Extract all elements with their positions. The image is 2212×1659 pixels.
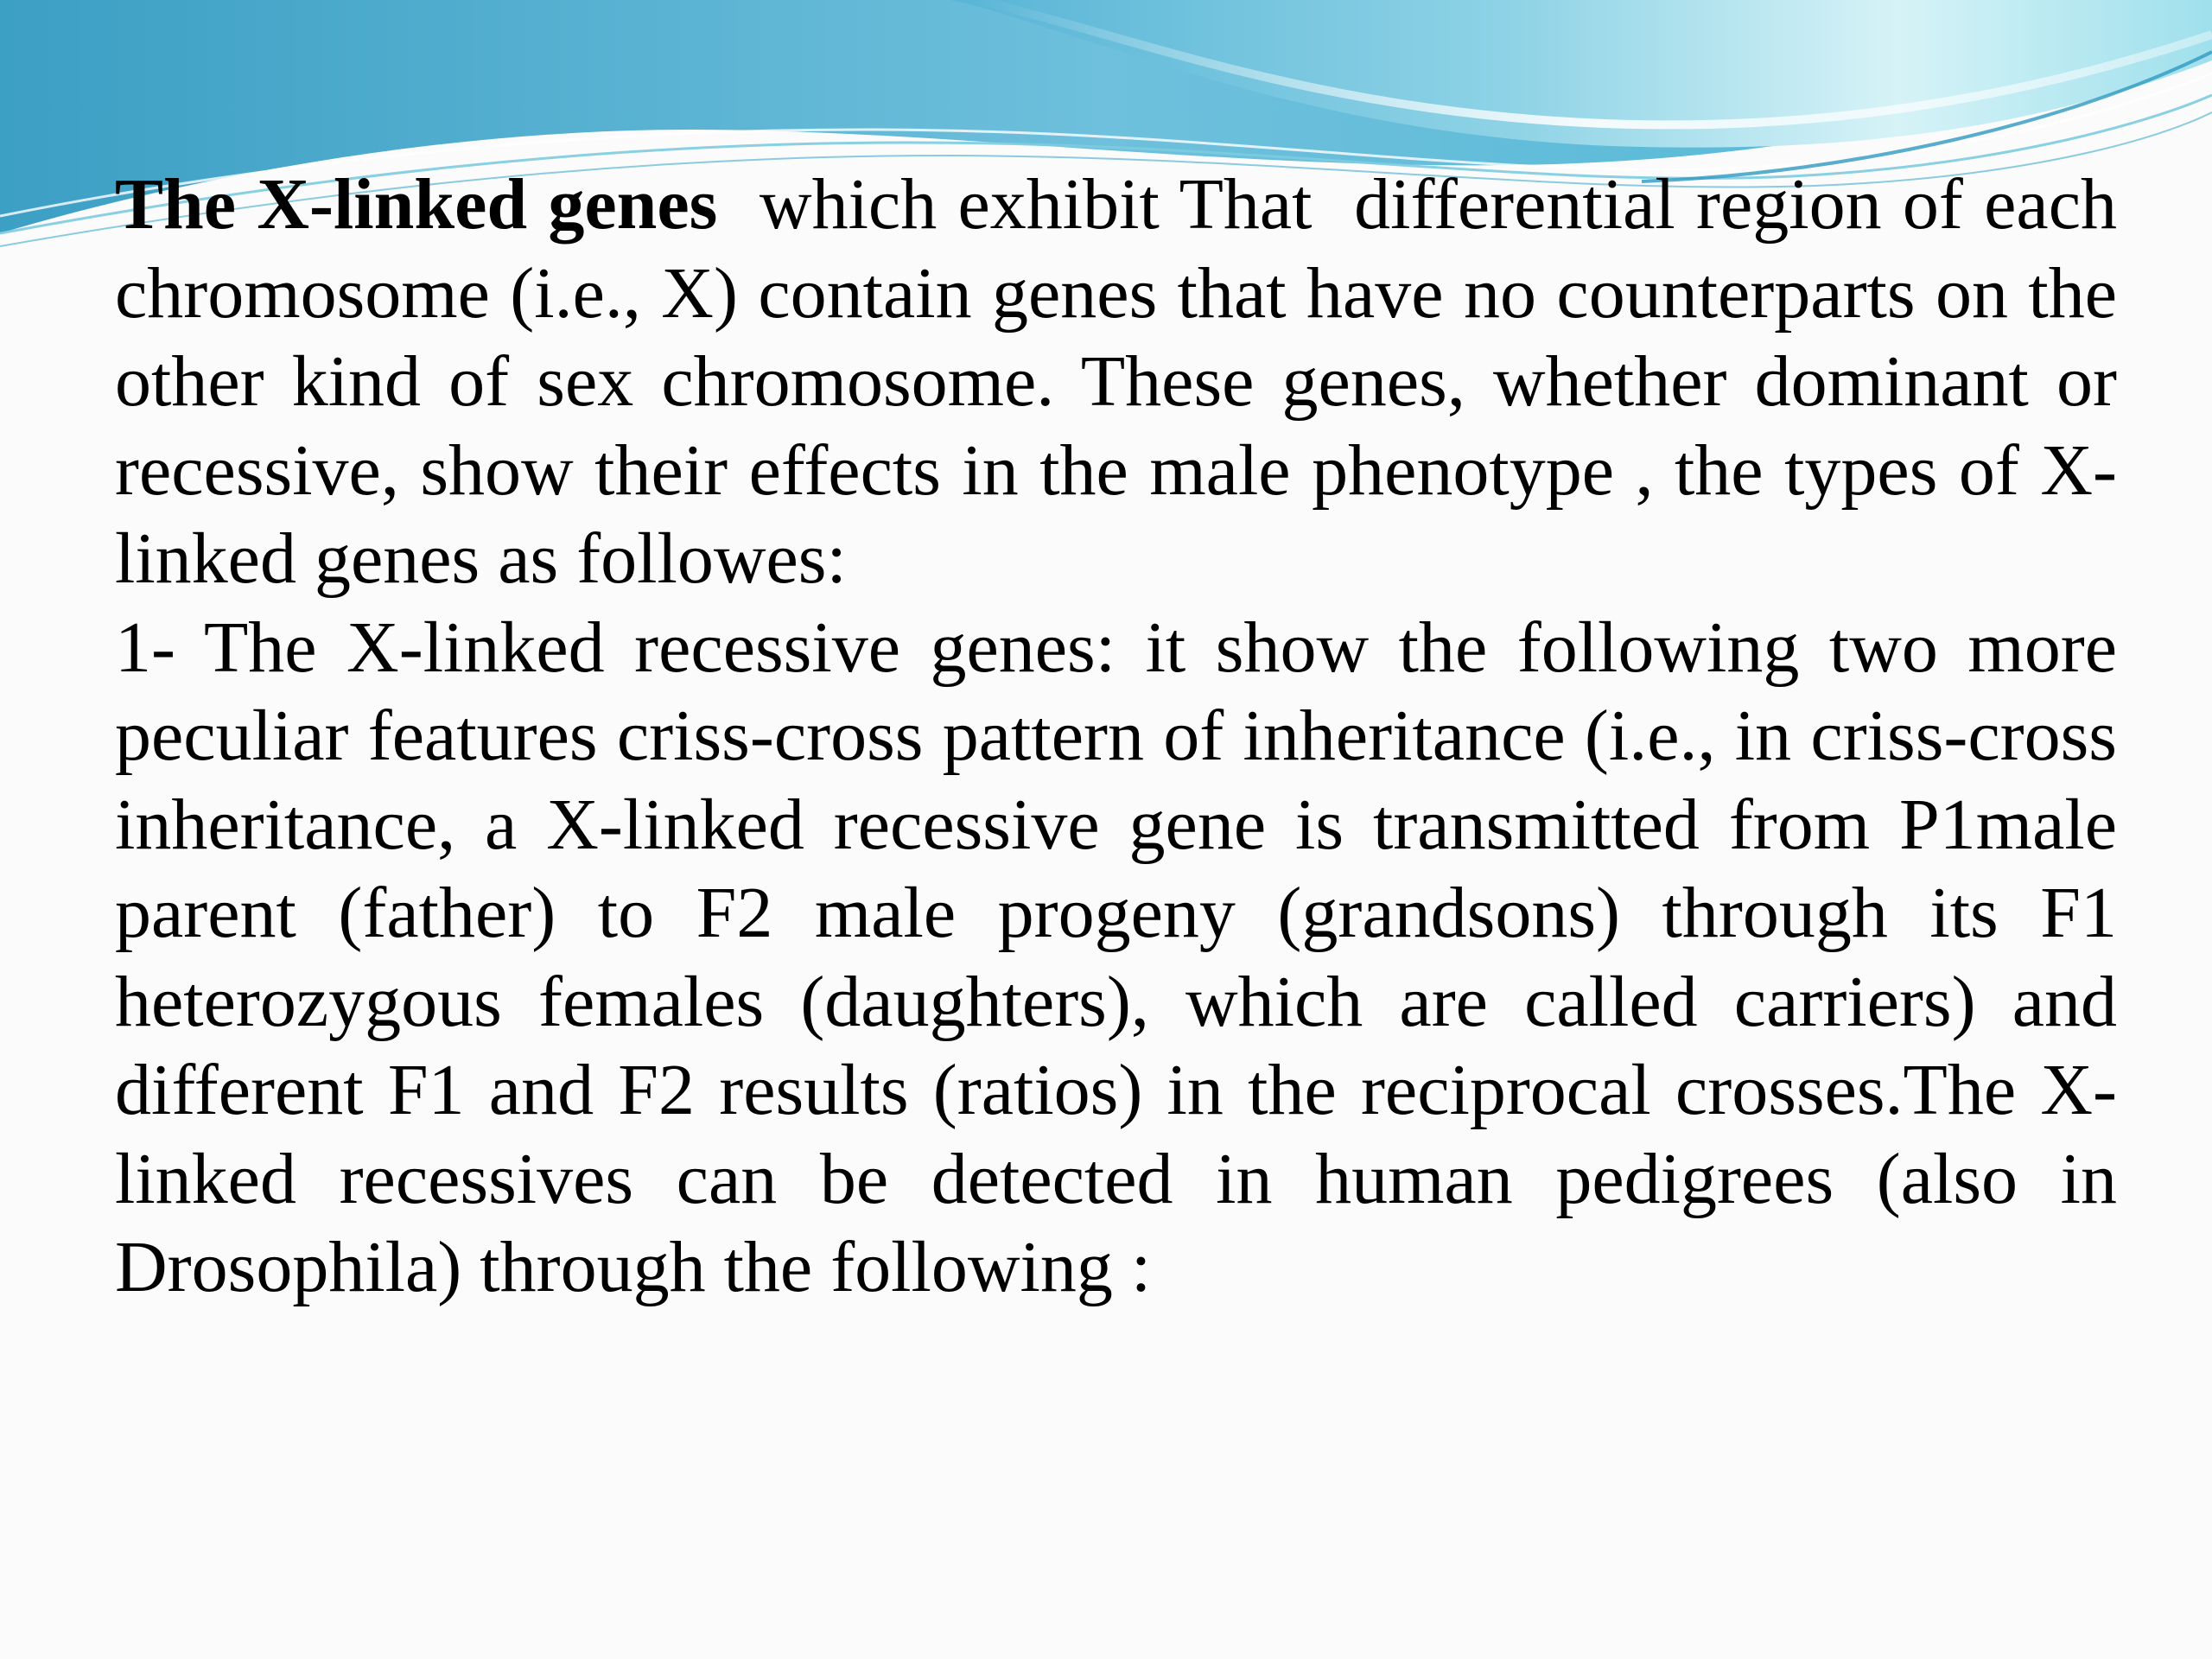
paragraph-2-text: 1- The X-linked recessive genes: it show the following two more peculiar features criss-cross pattern of inheritance (i.e., in criss-cross inheritance, a X-linked recessive gene is transmitted from P1male parent (father) to F2 male progeny (grandsons) through its F1 heterozygous females (daughters), which are called carriers) and different F1 and F2 results (ratios) in the reciprocal crosses.The X-linked recessives can be detected in human pedigrees (also in Drosophila) through the following : (115, 607, 2117, 1307)
heading-lead-text: The X-linked genes (115, 164, 718, 245)
body-text (115, 161, 2136, 1313)
paragraph-2 (115, 604, 2117, 1313)
paragraph-1 (115, 161, 2136, 604)
paragraph-1-text: which exhibit That differential region of each chromosome (i.e., X) contain genes that have no counterparts on the other kind of sex chromosome. These genes, whether dominant or recessive, show their effects in the male phenotype , the types of X- linked genes as followes: (115, 164, 2136, 599)
